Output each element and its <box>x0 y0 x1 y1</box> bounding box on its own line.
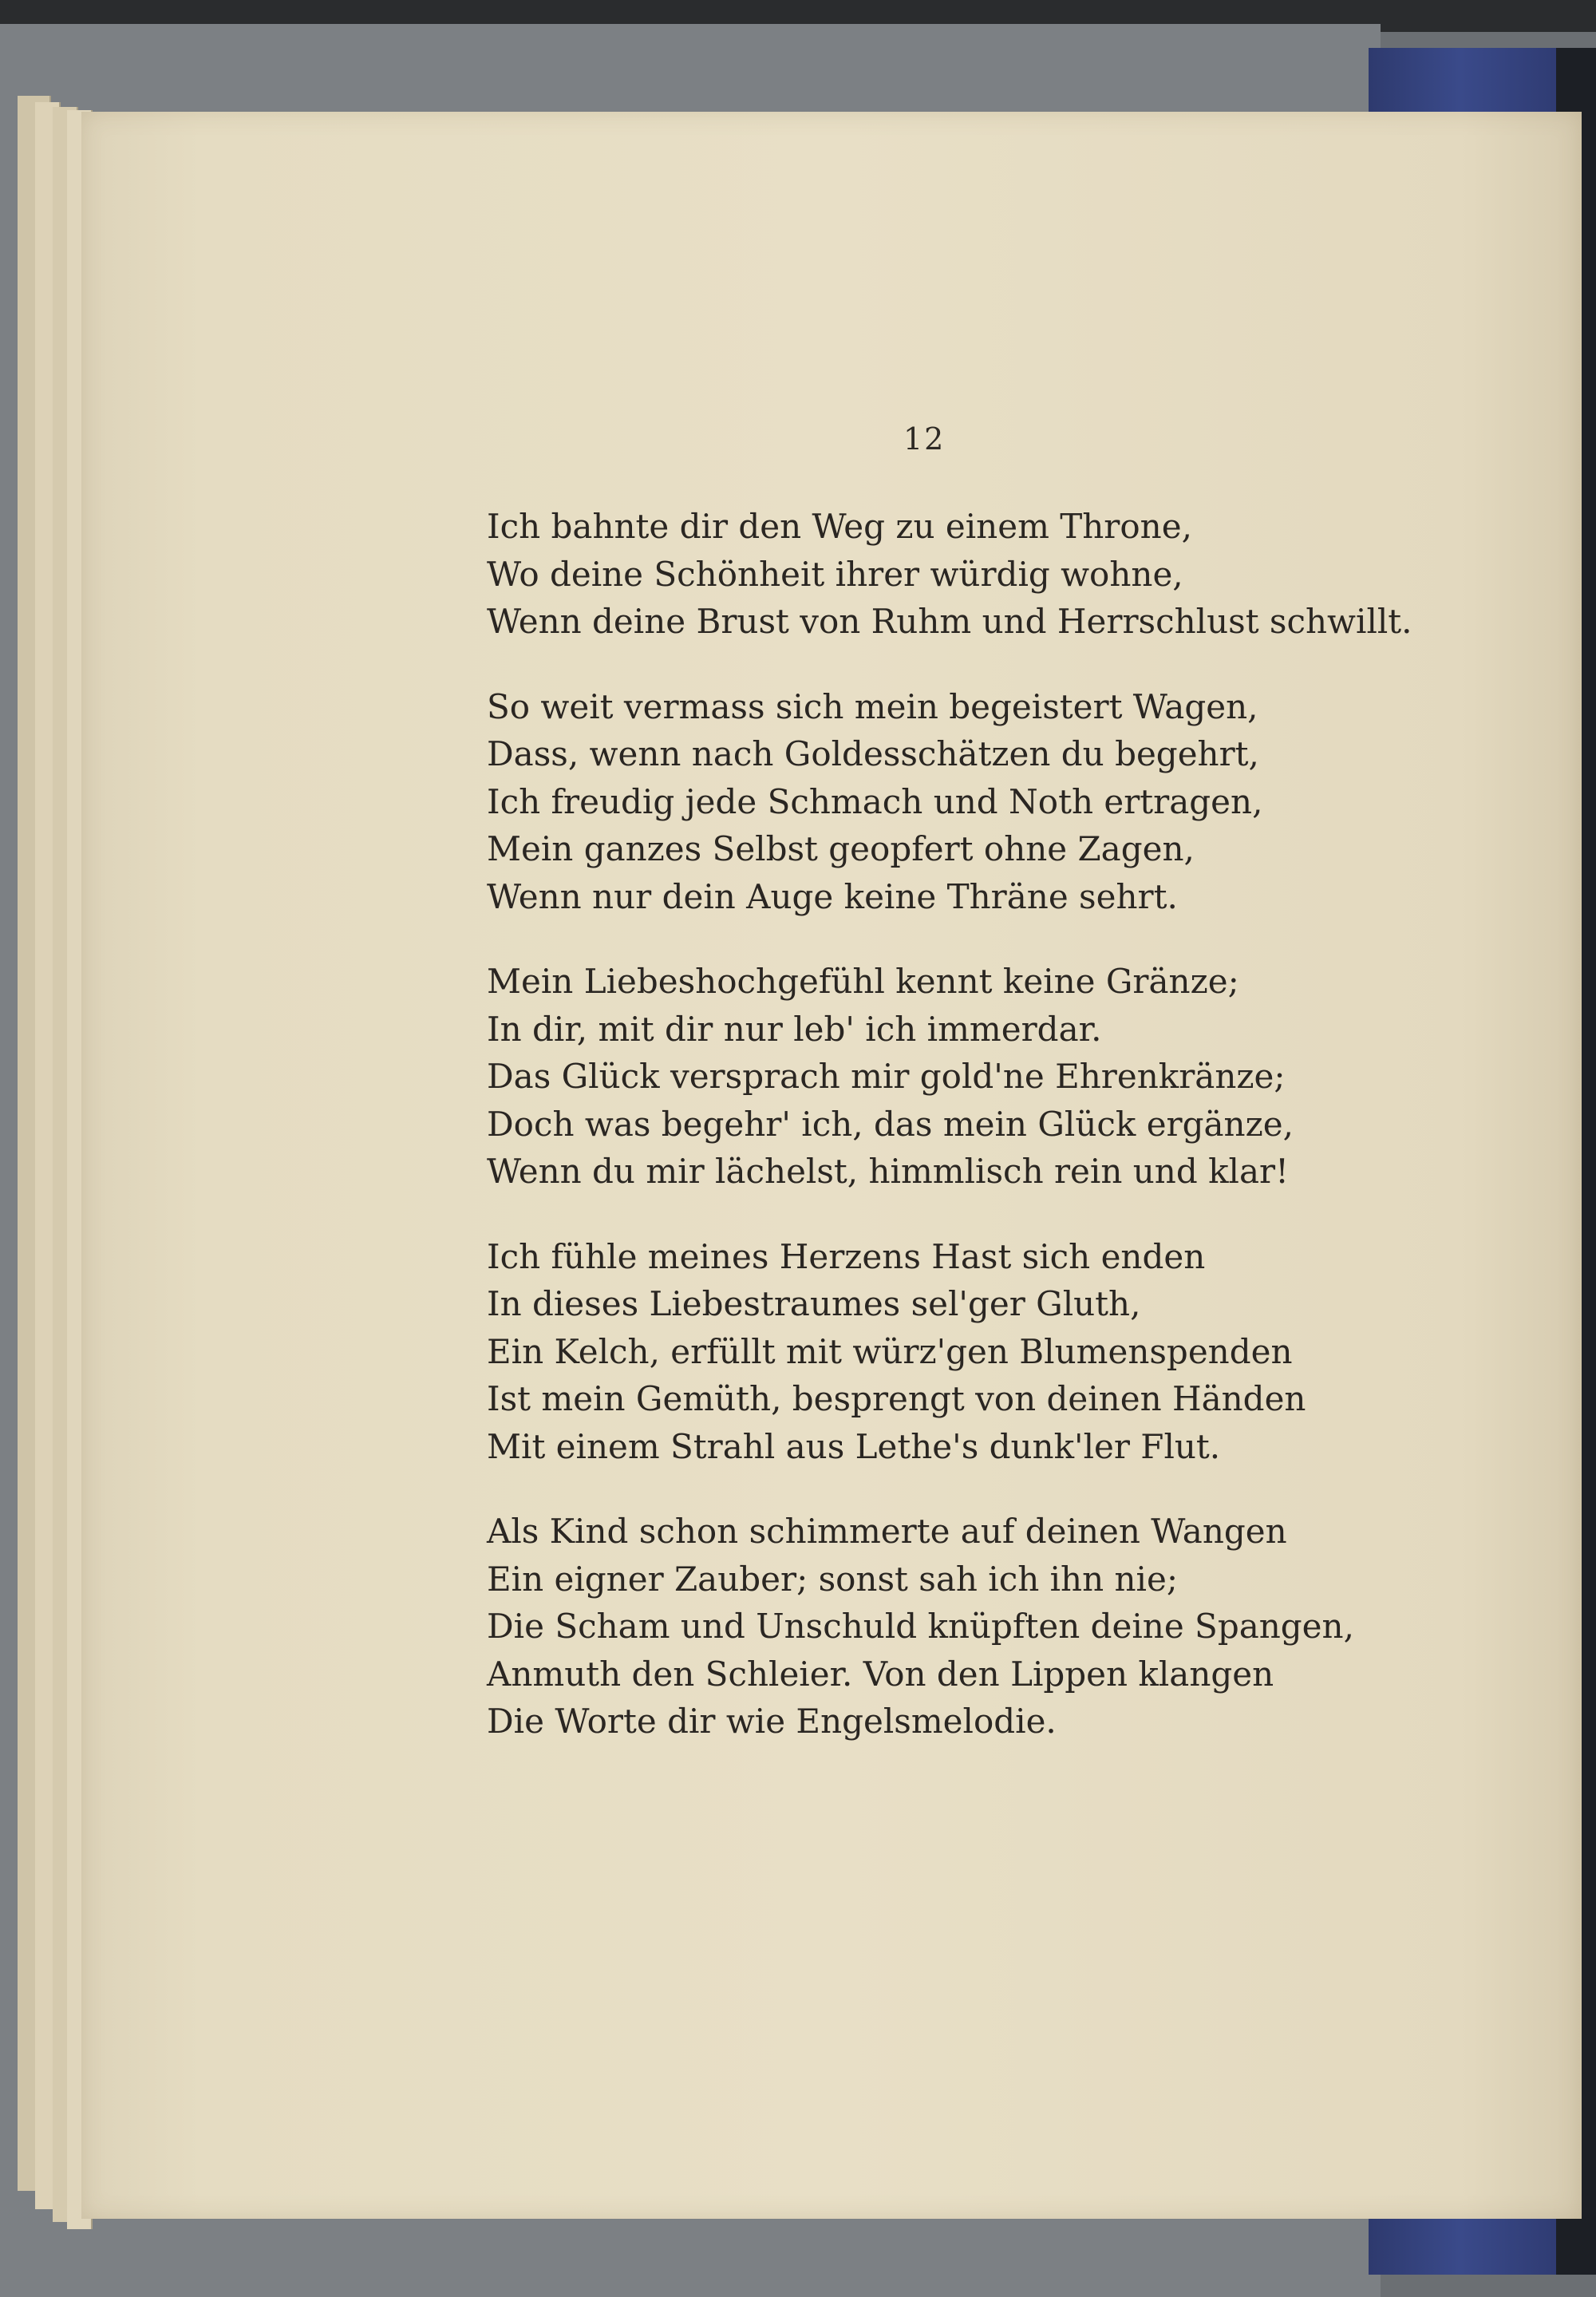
poem-line: Die Worte dir wie Engelsmelodie. <box>487 1702 1057 1741</box>
poem-line: In dieses Liebestraumes sel'ger Gluth, <box>487 1284 1141 1323</box>
poem-line: Ein eigner Zauber; sonst sah ich ihn nie; <box>487 1559 1178 1599</box>
poem-line: Doch was begehr' ich, das mein Glück ergänze, <box>487 1104 1294 1144</box>
poem-line: Als Kind schon schimmerte auf deinen Wangen <box>487 1512 1287 1551</box>
poem-line: Mein ganzes Selbst geopfert ohne Zagen, <box>487 829 1195 868</box>
poem-line: Wenn du mir lächelst, himmlisch rein und klar! <box>487 1152 1289 1191</box>
poem-line: Dass, wenn nach Goldesschätzen du begehrt, <box>487 734 1259 773</box>
poem-line: Mein Liebeshochgefühl kennt keine Gränze; <box>487 962 1239 1001</box>
poem-line: Wo deine Schönheit ihrer würdig wohne, <box>487 554 1183 594</box>
poem-line: Ich freudig jede Schmach und Noth ertragen, <box>487 781 1263 821</box>
poem-line: Ein Kelch, erfüllt mit würz'gen Blumenspenden <box>487 1331 1293 1371</box>
poem-line: Ich bahnte dir den Weg zu einem Throne, <box>487 507 1192 546</box>
poem-text <box>487 503 1468 1783</box>
poem-line: Mit einem Strahl aus Lethe's dunk'ler Flut. <box>487 1426 1221 1466</box>
poem-line: Die Scham und Unschuld knüpften deine Spangen, <box>487 1607 1354 1646</box>
poem-line: In dir, mit dir nur leb' ich immerdar. <box>487 1009 1102 1049</box>
stanza-1 <box>487 503 1468 646</box>
poem-line: Wenn nur dein Auge keine Thräne sehrt. <box>487 876 1178 916</box>
poem-line: Wenn deine Brust von Ruhm und Herrschlust schwillt. <box>487 602 1412 641</box>
page-number: 12 <box>903 421 946 457</box>
poem-line: So weit vermass sich mein begeistert Wagen, <box>487 686 1258 726</box>
poem-line: Ist mein Gemüth, besprengt von deinen Händen <box>487 1379 1306 1418</box>
poem-line: Anmuth den Schleier. Von den Lippen klangen <box>487 1654 1274 1694</box>
poem-line: Ich fühle meines Herzens Hast sich enden <box>487 1236 1206 1276</box>
stanza-3 <box>487 958 1468 1196</box>
poem-line: Das Glück versprach mir gold'ne Ehrenkränze; <box>487 1057 1286 1096</box>
stanza-2 <box>487 683 1468 921</box>
stanza-4 <box>487 1233 1468 1471</box>
stanza-5 <box>487 1508 1468 1745</box>
